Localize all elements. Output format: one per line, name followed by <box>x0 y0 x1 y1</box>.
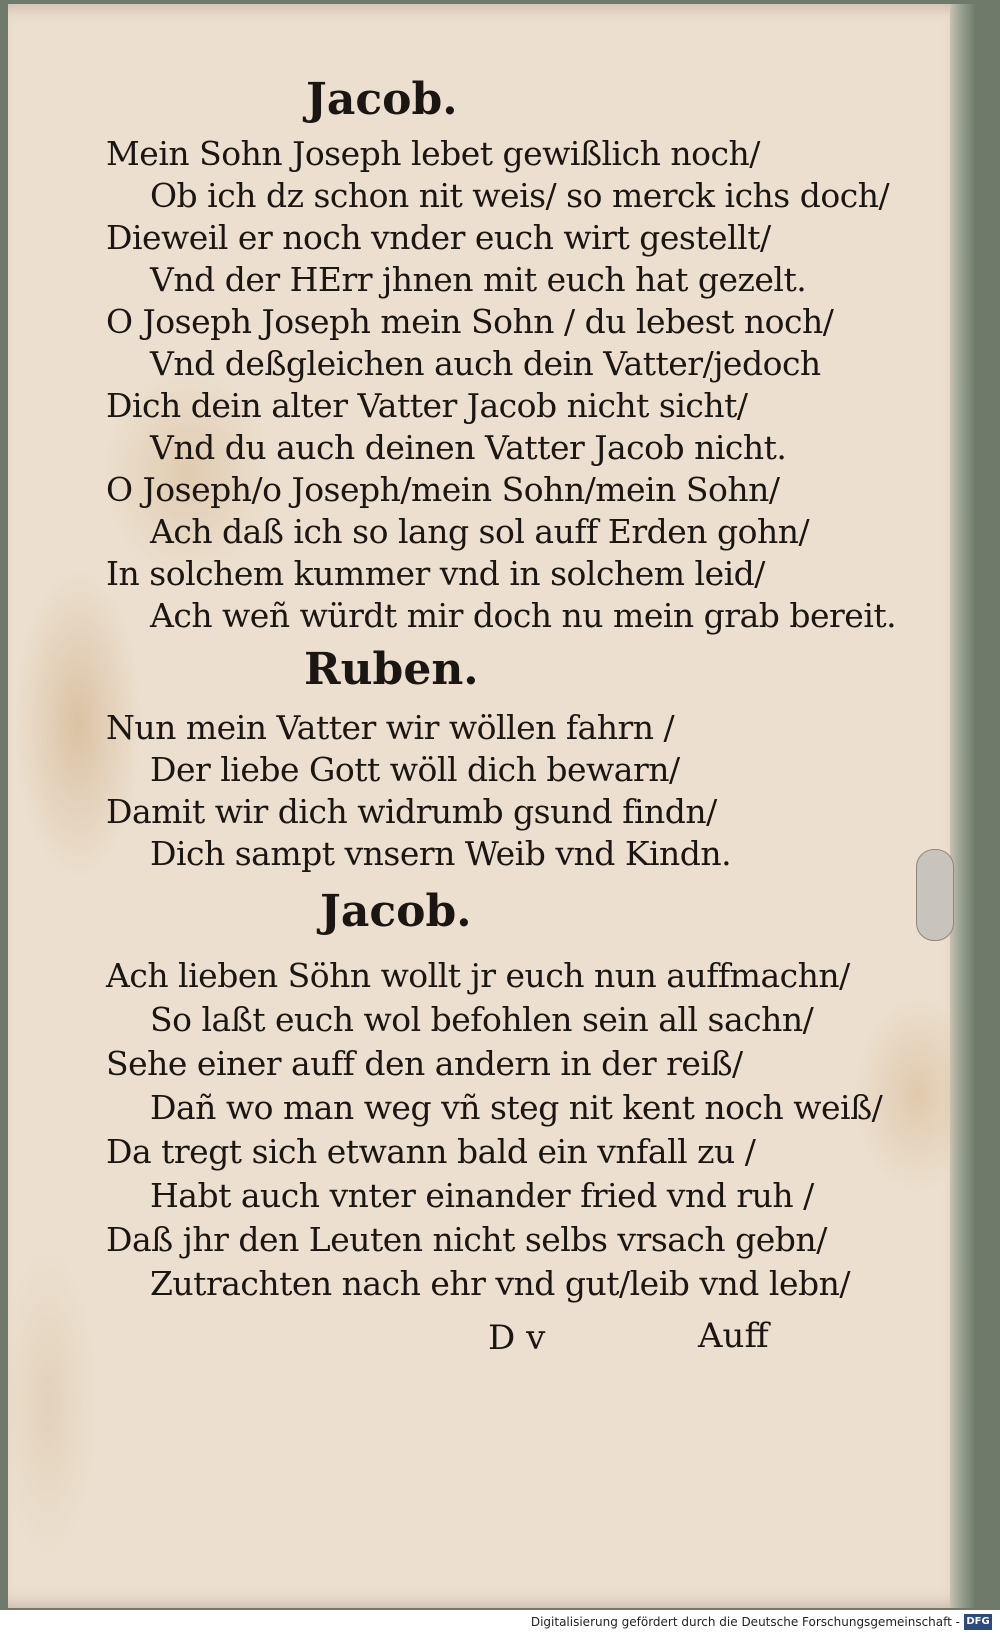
verse-line: Dich dein alter Vatter Jacob nicht sicht/ <box>106 386 748 425</box>
signature-mark: D v <box>488 1318 546 1358</box>
verse-line: Dieweil er noch vnder euch wirt gestellt/ <box>106 218 771 257</box>
book-page <box>8 4 976 1608</box>
verse-line: Vnd du auch deinen Vatter Jacob nicht. <box>150 428 787 467</box>
verse-line: Ach lieben Söhn wollt jr euch nun auffmachn/ <box>106 956 850 995</box>
verse-line: Nun mein Vatter wir wöllen fahrn / <box>106 708 675 747</box>
speaker-heading-ruben: Ruben. <box>304 644 479 695</box>
verse-line: Vnd deßgleichen auch dein Vatter/jedoch <box>150 344 821 383</box>
funding-credit: Digitalisierung gefördert durch die Deutsche Forschungsgemeinschaft - <box>530 1615 960 1629</box>
verse-line: In solchem kummer vnd in solchem leid/ <box>106 554 765 593</box>
verse-line: So laßt euch wol befohlen sein all sachn/ <box>150 1000 814 1039</box>
page-text <box>8 4 976 1608</box>
verse-line: Da tregt sich etwann bald ein vnfall zu / <box>106 1132 756 1171</box>
verse-line: Zutrachten nach ehr vnd gut/leib vnd lebn/ <box>150 1264 850 1303</box>
catchword: Auff <box>698 1316 769 1356</box>
verse-line: Dañ wo man weg vñ steg nit kent noch weiß/ <box>150 1088 883 1127</box>
verse-line: Habt auch vnter einander fried vnd ruh / <box>150 1176 814 1215</box>
verse-line: Mein Sohn Joseph lebet gewißlich noch/ <box>106 134 760 173</box>
speaker-heading-jacob: Jacob. <box>306 74 458 125</box>
verse-line: Sehe einer auff den andern in der reiß/ <box>106 1044 743 1083</box>
verse-line: Dich sampt vnsern Weib vnd Kindn. <box>150 834 732 873</box>
verse-line: Vnd der HErr jhnen mit euch hat gezelt. <box>150 260 807 299</box>
footer-bar <box>0 1610 1000 1636</box>
verse-line: Ach weñ würdt mir doch nu mein grab bereit. <box>150 596 897 635</box>
verse-line: Damit wir dich widrumb gsund findn/ <box>106 792 717 831</box>
verse-line: Ob ich dz schon nit weis/ so merck ichs doch/ <box>150 176 890 215</box>
verse-line: O Joseph/o Joseph/mein Sohn/mein Sohn/ <box>106 470 780 509</box>
dfg-logo: DFG <box>964 1614 992 1630</box>
speaker-heading-jacob: Jacob. <box>320 886 472 937</box>
verse-line: Der liebe Gott wöll dich bewarn/ <box>150 750 680 789</box>
verse-line: Daß jhr den Leuten nicht selbs vrsach gebn/ <box>106 1220 827 1259</box>
verse-line: Ach daß ich so lang sol auff Erden gohn/ <box>150 512 810 551</box>
verse-line: O Joseph Joseph mein Sohn / du lebest noch/ <box>106 302 834 341</box>
